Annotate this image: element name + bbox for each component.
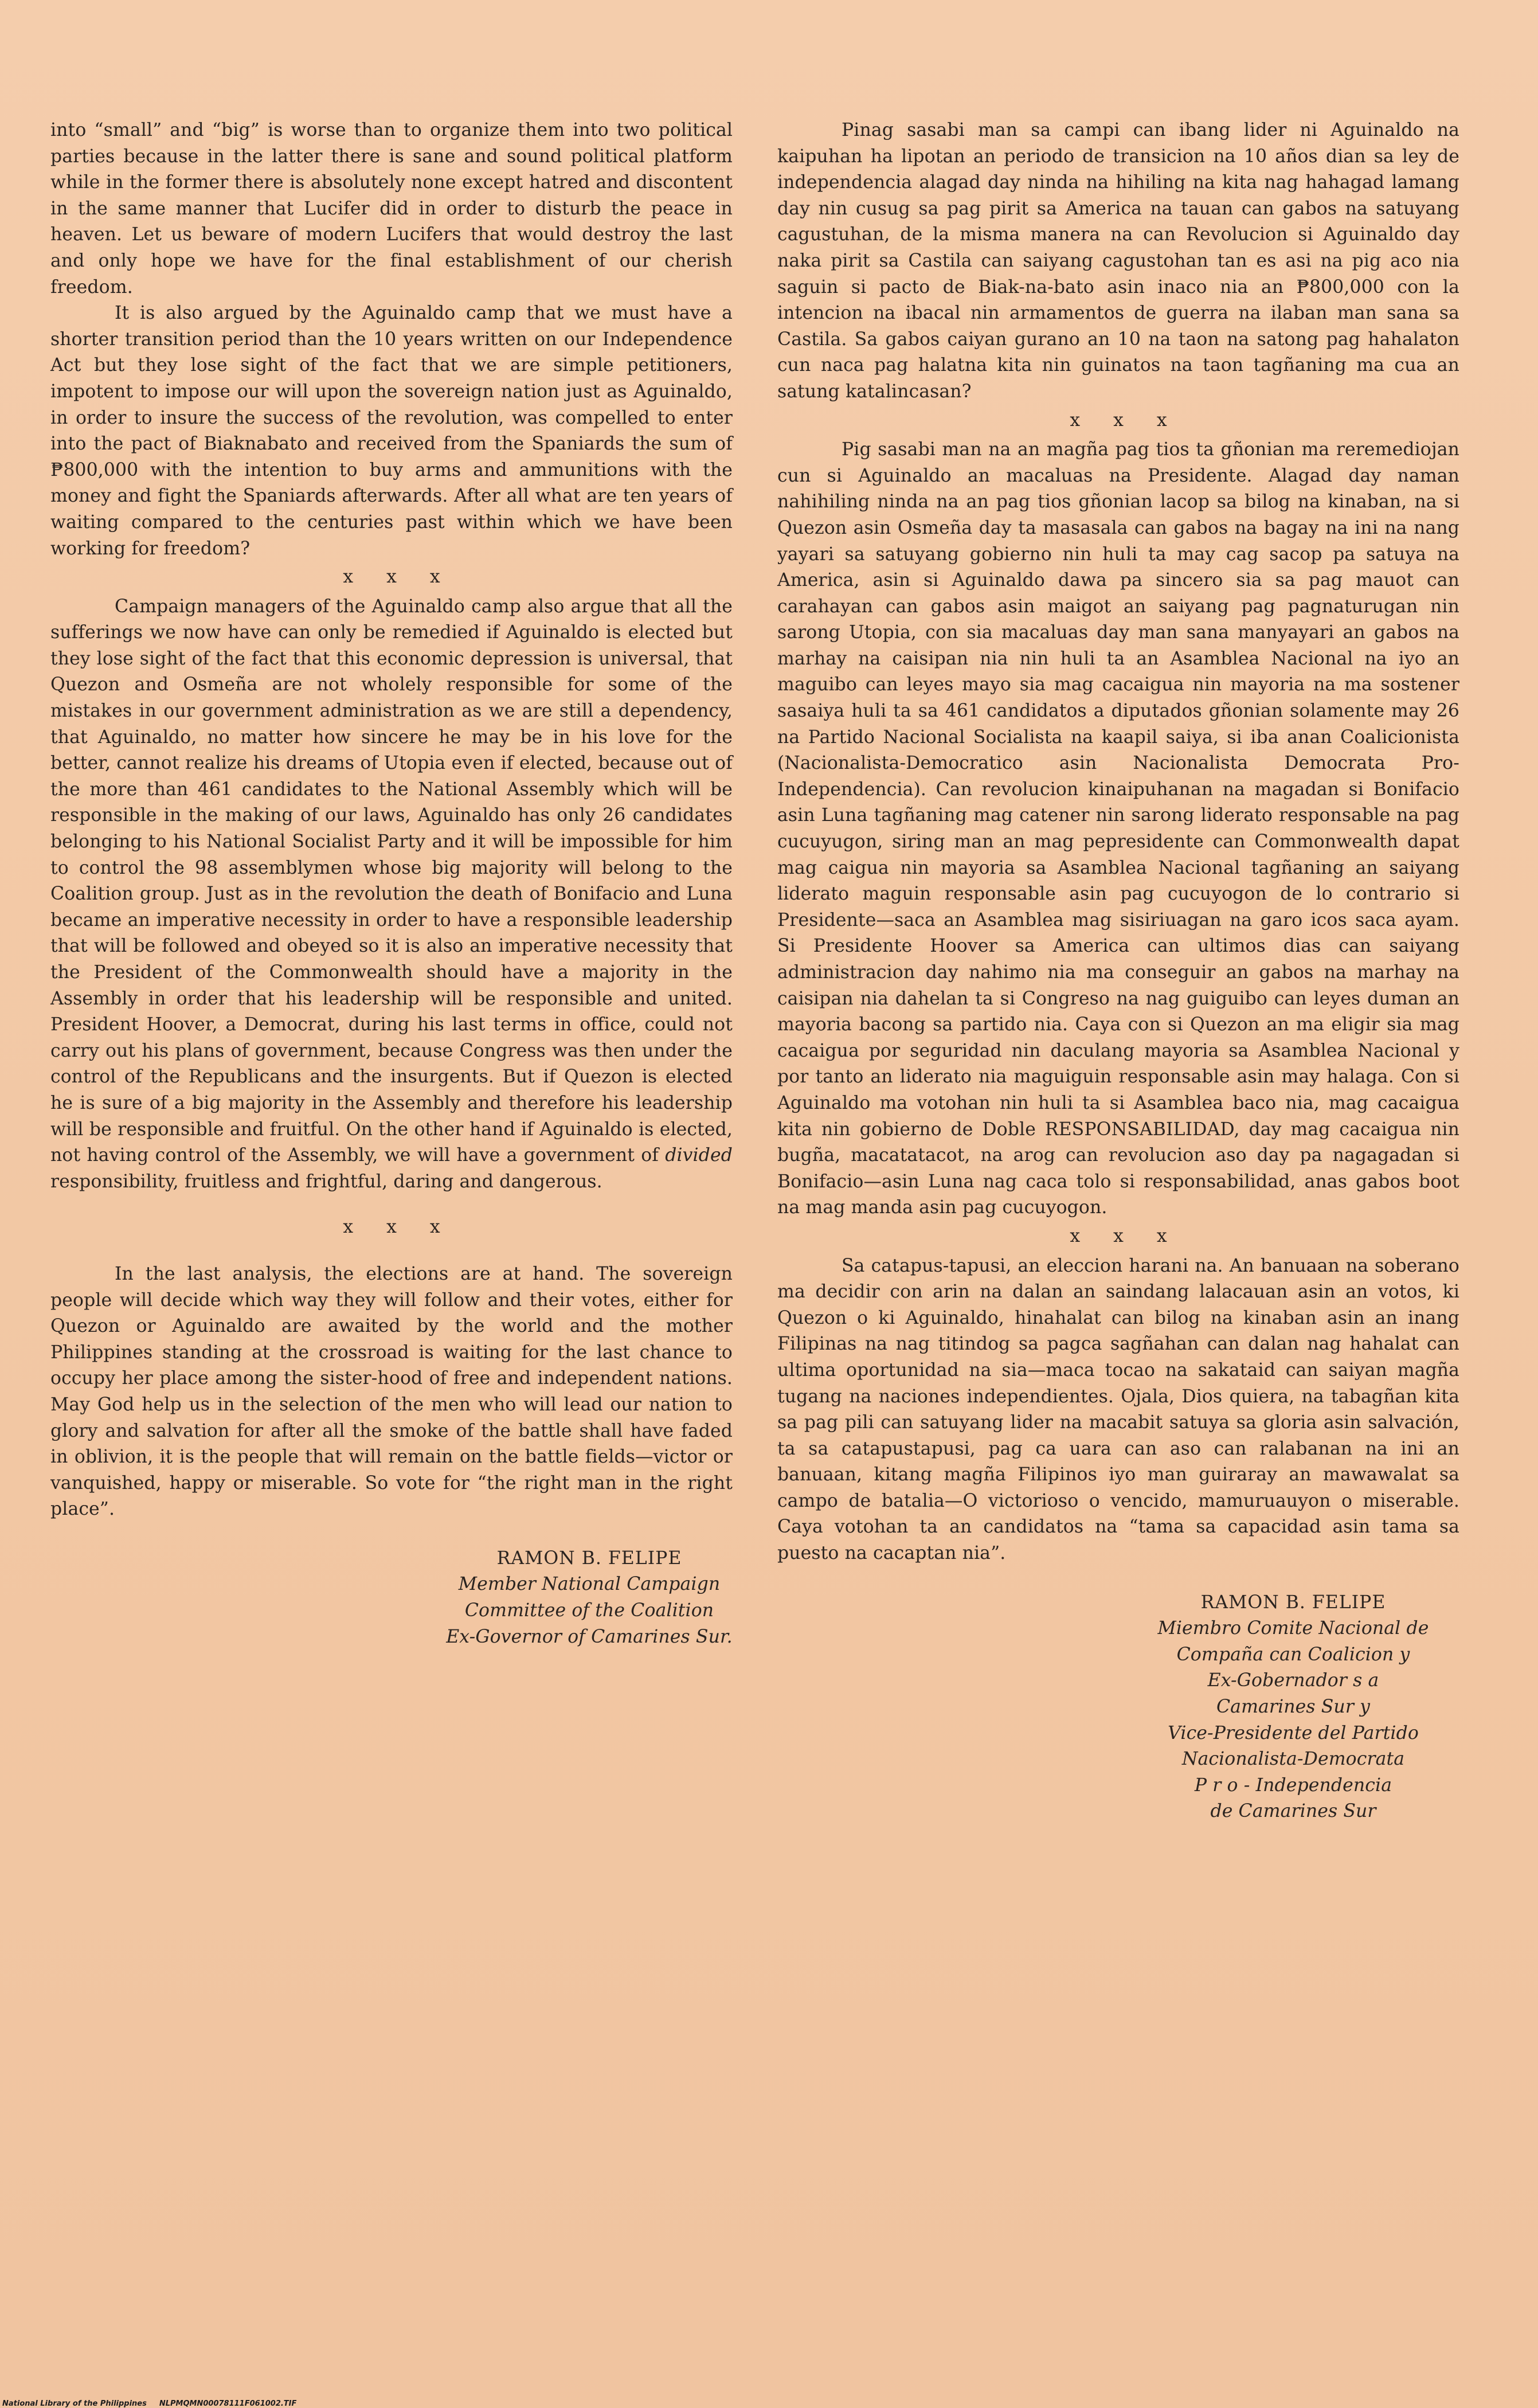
paragraph-3-text-a: Campaign managers of the Aguinaldo camp also argue that all the sufferings we now have can only be remedied if Aguinaldo is elected but they lose sight of the fact that this economic depression is universal, that Quezon and Osmeña are not wholely responsible for some of the mistakes in our government administration as we are still a dependency, that Aguinaldo, no matter how sincere he may be in his love for the better, cannot realize his dreams of Utopia even if elected, because out of the more than 461 candidates to the National Assembly which will be responsible in the making of our laws, Aguinaldo has only 26 candidates belonging to his National Socialist Party and it will be impossible for him to control the 98 assemblymen whose big majority will belong to the Coalition group. Just as in the revolution the death of Bonifacio and Luna became an imperative necessity in order to have a responsible leadership that will be followed and obeyed so it is also an imperative necessity that the President of the Commonwealth should have a majority in the Assembly in order that his leadership will be responsible and united. President Hoover, a Democrat, during his last terms in office, could not carry out his plans of government, because Congress was then under the control of the Republicans and the insurgents. But if Quezon is elected he is sure of a big majority in the Assembly and therefore his leadership will be responsible and fruitful. On the other hand if Aguinaldo is elected, not having control of the Assembly, we will have a government of bbox=[50, 596, 733, 1166]
signature-name: RAMON B. FELIPE bbox=[496, 1547, 682, 1569]
left-column-english bbox=[50, 118, 733, 1650]
library-credit: National Library of the Philippines bbox=[2, 2399, 147, 2408]
section-separator: x x x bbox=[1070, 1225, 1181, 1246]
file-id: NLPMQMN00078111F061002.TIF bbox=[159, 2399, 297, 2408]
section-separator: x x x bbox=[1070, 409, 1181, 431]
signature-title-line: P r o - Independencia bbox=[1194, 1774, 1392, 1796]
right-column-bikol bbox=[777, 118, 1459, 1825]
paragraph-3: Sa catapus-tapusi, an eleccion harani na. An banuaan na soberano ma decidir con arin na dalan an saindang lalacauan asin an votos, ki Quezon o ki Aguinaldo, hinahalat can bilog na kinaban asin an inang Filipinas na nag titindog sa pagca sagñahan can dalan nag hahalat can ultima oportunidad na sia—maca tocao na sakataid can saiyan magña tugang na naciones independientes. Ojala, Dios quiera, na tabagñan kita sa pag pili can satuyang lider na macabit satuya sa gloria asin salvación, ta sa catapustapusi, pag ca uara can aso can ralabanan na ini an banuaan, kitang magña Filipinos iyo man guiraray an mawawalat sa campo de batalia—O victorioso o vencido, mamuruauyon o miserable. Caya votohan ta an candidatos na “tama sa capacidad asin tama sa puesto na cacaptan nia”. bbox=[777, 1255, 1459, 1564]
signature-name: RAMON B. FELIPE bbox=[1200, 1592, 1386, 1613]
signature-title-line: Miembro Comite Nacional de bbox=[1157, 1618, 1429, 1639]
signature-title-line: de Camarines Sur bbox=[1210, 1801, 1376, 1822]
signature-title-line: Committee of the Coalition bbox=[464, 1600, 714, 1621]
signature-title-line: Ex-Gobernador s a bbox=[1207, 1670, 1379, 1691]
section-separator: x x x bbox=[343, 566, 454, 588]
signature-title-line: Member National Campaign bbox=[458, 1574, 721, 1595]
paragraph-2: It is also argued by the Aguinaldo camp that we must have a shorter transition period than the 10 years written on our Independence Act but they lose sight of the fact that we are simple petitioners, impotent to impose our will upon the sovereign nation just as Aguinaldo, in order to insure the success of the revolution, was compelled to enter into the pact of Biaknabato and received from the Spaniards the sum of ₱800,000 with the intention to buy arms and ammunitions with the money and fight the Spaniards afterwards. After all what are ten years of waiting compared to the centuries past within which we have been working for freedom? bbox=[50, 303, 733, 559]
signature-title-line: Ex-Governor of Camarines Sur. bbox=[446, 1626, 733, 1647]
paragraph-1: into “small” and “big” is worse than to organize them into two political parties because in the latter there is sane and sound political platform while in the former there is absolutely none except hatred and discontent in the same manner that Lucifer did in order to disturb the peace in heaven. Let us beware of modern Lucifers that would destroy the last and only hope we have for the final establishment of our cherish freedom. bbox=[50, 120, 733, 298]
paragraph-3 bbox=[50, 594, 733, 1195]
signature-title-line: Compaña can Coalicion y bbox=[1176, 1644, 1410, 1665]
section-separator: x x x bbox=[343, 1217, 454, 1238]
paragraph-3-text-b: responsibility, fruitless and frightful, daring and dangerous. bbox=[50, 1171, 602, 1192]
signature-title-line: Nacionalista-Democrata bbox=[1181, 1749, 1405, 1770]
paragraph-1: Pinag sasabi man sa campi can ibang lider ni Aguinaldo na kaipuhan ha lipotan an periodo de transicion na 10 años dian sa ley de independencia alagad day ninda na hihiling na kita nag hahagad lamang day nin cusug sa pag pirit sa America na tauan can gabos na satuyang cagustuhan, de la misma manera na can Revolucion si Aguinaldo day naka pirit sa Castila can saiyang cagustohan tan es asi na pig aco nia saguin si pacto de Biak-na-bato asin inaco nia an ₱800,000 con la intencion na ibacal nin armamentos de guerra na ilaban man sana sa Castila. Sa gabos caiyan gurano an 10 na taon na satong pag hahalaton cun naca pag halatna kita nin guinatos na taon tagñaning ma cua an satung katalincasan? bbox=[777, 120, 1459, 402]
signature-title-line: Vice-Presidente del Partido bbox=[1168, 1722, 1419, 1744]
signature-block bbox=[440, 1546, 738, 1650]
paragraph-2: Pig sasabi man na an magña pag tios ta gñonian ma reremediojan cun si Aguinaldo an macaluas na Presidente. Alagad day naman nahihiling ninda na an pag tios gñonian lacop sa bilog na kinaban, na si Quezon asin Osmeña day ta masasala can gabos na bagay na ini na nang yayari sa satuyang gobierno nin huli ta may cag sacop pa satuya na America, asin si Aguinaldo dawa pa sincero sia sa pag mauot can carahayan can gabos asin maigot an saiyang pag pagnaturugan nin sarong Utopia, con sia macaluas day man sana manyayari an gabos na marhay na caisipan nia nin huli ta an Asamblea Nacional na iyo an maguibo can leyes mayo sia mag cacaigua nin mayoria na ma sostener sasaiya huli ta sa 461 candidatos a diputados gñonian solamente may 26 na Partido Nacional Socialista na kaapil saiya, si iba anan Coalicionista (Nacionalista-Democratico asin Nacionalista Democrata Pro-Independencia). Can revolucion kinaipuhanan na magadan si Bonifacio asin Luna tagñaning mag catener nin sarong liderato responsable na pag cucuyugon, siring man an mag pepresidente can Commonwealth dapat mag caigua nin mayoria sa Asamblea Nacional tagñaning an saiyang liderato maguin responsable asin pag cucuyogon de lo contrario si Presidente—saca an Asamblea mag sisiriuagan na garo icos saca ayam. Si Presidente Hoover sa America can ultimos dias can saiyang administracion day nahimo nia ma conseguir an gabos na marhay na caisipan nia dahelan ta si Congreso na nag guiguibo can leyes duman an mayoria bacong sa partido nia. Caya con si Quezon an ma eligir sia mag cacaigua por seguridad nin daculang mayoria sa Asamblea Nacional y por tanto an liderato nia maguiguin responsable asin may halaga. Con si Aguinaldo ma votohan nin huli ta si Asamblea baco nia, mag cacaigua kita nin gobierno de Doble RESPONSABILIDAD, day mag cacaigua nin bugña, macatatacot, na arog can revolucion aso day pa nagagadan si Bonifacio—asin Luna nag caca tolo si responsabilidad, anas gabos boot na mag manda asin pag cucuyogon. bbox=[777, 439, 1459, 1218]
signature-block bbox=[1133, 1590, 1454, 1825]
archive-footer bbox=[2, 2400, 296, 2408]
signature-title-line: Camarines Sur y bbox=[1216, 1696, 1370, 1718]
paragraph-3-emphasis: divided bbox=[665, 1145, 733, 1166]
paragraph-4: In the last analysis, the elections are at hand. The sovereign people will decide which way they will follow and their votes, either for Quezon or Aguinaldo are awaited by the world and the mother Philippines standing at the crossroad is waiting for the last chance to occupy her place among the sister-hood of free and independent nations. May God help us in the selection of the men who will lead our nation to glory and salvation for after all the smoke of the battle shall have faded in oblivion, it is the people that will remain on the battle fields—victor or vanquished, happy or miserable. So vote for “the right man in the right place”. bbox=[50, 1263, 733, 1520]
